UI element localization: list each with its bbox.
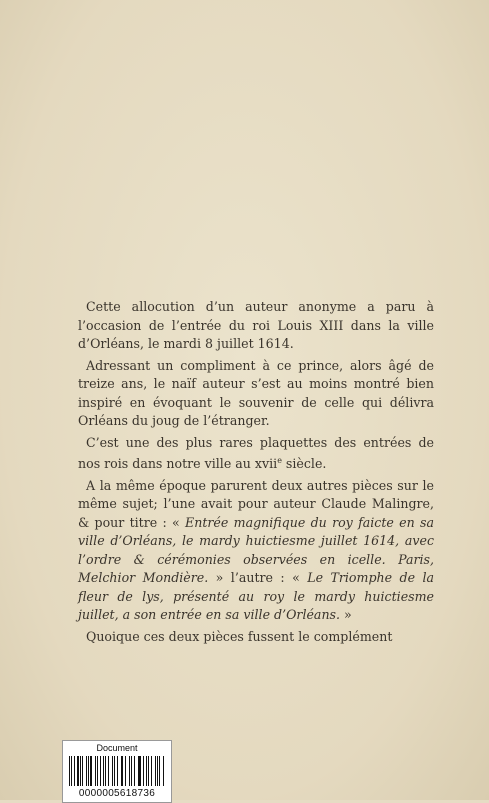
barcode-bar bbox=[129, 756, 131, 786]
barcode-bar bbox=[71, 756, 72, 786]
barcode-bar bbox=[80, 756, 81, 786]
barcode-bar bbox=[157, 756, 158, 786]
barcode-bar bbox=[82, 756, 83, 786]
text-run: siècle. bbox=[281, 456, 327, 472]
barcode-title: Document bbox=[96, 743, 138, 753]
superscript: e bbox=[277, 456, 282, 465]
text-run: Cette allocution d’un auteur anonyme a paru à l’occasion de l’entrée du roi Louis XIII dans la ville d’Orléans, le mardi 8 juillet 1614. bbox=[78, 299, 434, 351]
barcode-bar bbox=[86, 756, 87, 786]
barcode-bar bbox=[117, 756, 118, 786]
barcode-bar bbox=[139, 756, 140, 786]
barcode-bar bbox=[88, 756, 89, 786]
italic-text: Entrée magnifique du roy faicte en sa ville d’Orléans, le mardy huictiesme juillet 1614, avec l’ordre & cérémonies observées en icelle. Paris, Melchior Mondière. bbox=[78, 514, 434, 586]
barcode-bar bbox=[125, 756, 126, 786]
barcode-bar bbox=[143, 756, 144, 786]
barcode-bar bbox=[103, 756, 104, 786]
barcode-bar bbox=[159, 756, 160, 786]
barcode-bar bbox=[108, 756, 110, 786]
barcode-bar bbox=[114, 756, 115, 786]
barcode-bar bbox=[148, 756, 150, 786]
barcode-bar bbox=[163, 756, 164, 786]
text-run: » bbox=[340, 607, 352, 623]
barcode-bar bbox=[112, 756, 113, 786]
barcode-bars bbox=[69, 756, 165, 786]
barcode-bar bbox=[100, 756, 101, 786]
text-run: C’est une des plus rares plaquettes des entrées de nos rois dans notre ville au xvii bbox=[78, 434, 434, 472]
barcode-bar bbox=[69, 756, 70, 786]
barcode-bar bbox=[131, 756, 132, 786]
paragraph-5 bbox=[78, 628, 434, 647]
barcode-bar bbox=[105, 756, 106, 786]
paragraph-3 bbox=[78, 434, 434, 474]
barcode-bar bbox=[138, 756, 139, 786]
barcode-bar bbox=[155, 756, 156, 786]
barcode-bar bbox=[90, 756, 91, 786]
italic-text: Le Triomphe de la fleur de lys, présenté au roy le mardy huictiesme juillet, a son entrée en sa ville d’Orléans. bbox=[78, 570, 434, 623]
barcode-bar bbox=[95, 756, 97, 786]
barcode-bar bbox=[74, 756, 75, 786]
barcode-bar bbox=[121, 756, 122, 786]
text-run: A la même époque parurent deux autres pièces sur le même sujet; l’une avait pour auteur Claude Malingre, & pour titre : « bbox=[78, 477, 434, 530]
paragraph-4 bbox=[78, 477, 434, 625]
barcode-bar bbox=[97, 756, 98, 786]
barcode-bar bbox=[146, 756, 147, 786]
paragraph-1 bbox=[78, 298, 434, 354]
barcode-bar bbox=[122, 756, 123, 786]
barcode-label bbox=[62, 740, 172, 803]
text-run: » l’autre : « bbox=[208, 570, 308, 586]
text-run: Quoique ces deux pièces fussent le complément bbox=[86, 628, 393, 644]
barcode-bar bbox=[134, 756, 135, 786]
barcode-bar bbox=[151, 756, 152, 786]
barcode-bar bbox=[77, 756, 79, 786]
barcode-number: 0000005618736 bbox=[78, 788, 156, 799]
text-run: Adressant un compliment à ce prince, alors âgé de treize ans, le naïf auteur s’est au moins montré bien inspiré en évoquant le souvenir de celle qui délivra Orléans du joug de l’étranger. bbox=[78, 357, 434, 428]
paragraph-2 bbox=[78, 357, 434, 431]
body-text bbox=[78, 298, 434, 649]
